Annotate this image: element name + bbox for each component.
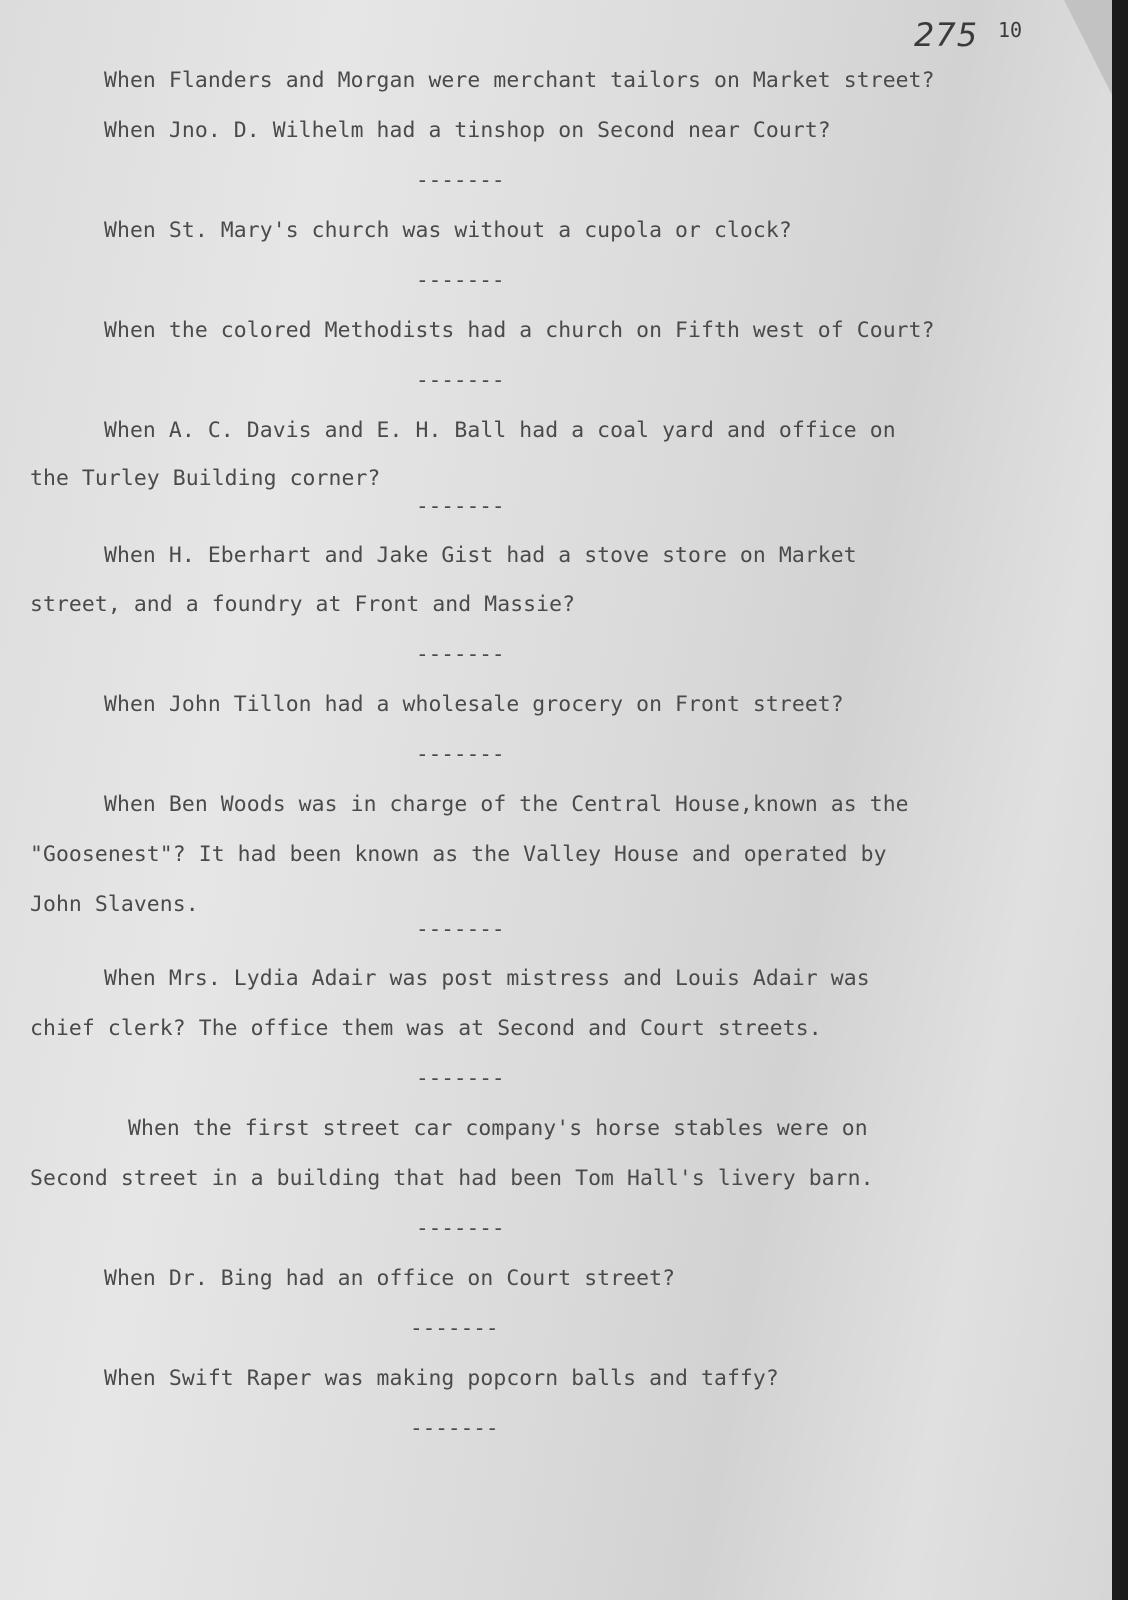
separator-line: ------- <box>416 917 505 941</box>
text-line: When St. Mary's church was without a cupola or clock? <box>104 218 792 243</box>
separator-line: ------- <box>416 742 505 766</box>
text-line: John Slavens. <box>30 892 199 917</box>
text-line: street, and a foundry at Front and Massie? <box>30 592 576 617</box>
handwritten-page-number: 275 <box>914 16 979 54</box>
text-line: When Swift Raper was making popcorn balls and taffy? <box>104 1366 779 1391</box>
separator-line: ------- <box>416 494 505 518</box>
folded-corner <box>1032 0 1112 95</box>
text-line: the Turley Building corner? <box>30 466 381 491</box>
text-line: When the colored Methodists had a church on Fifth west of Court? <box>104 318 935 343</box>
text-line: When Mrs. Lydia Adair was post mistress and Louis Adair was <box>104 966 870 991</box>
separator-line: ------- <box>410 1416 499 1440</box>
text-line: When Flanders and Morgan were merchant tailors on Market street? <box>104 68 935 93</box>
text-line: "Goosenest"? It had been known as the Valley House and operated by <box>30 842 887 867</box>
typed-page-number: 10 <box>998 18 1023 42</box>
text-line: When H. Eberhart and Jake Gist had a stove store on Market <box>104 543 857 568</box>
text-line: When A. C. Davis and E. H. Ball had a coal yard and office on <box>104 418 896 443</box>
separator-line: ------- <box>410 1316 499 1340</box>
separator-line: ------- <box>416 268 505 292</box>
separator-line: ------- <box>416 1216 505 1240</box>
separator-line: ------- <box>416 1066 505 1090</box>
text-line: When Jno. D. Wilhelm had a tinshop on Second near Court? <box>104 118 831 143</box>
text-line: When the first street car company's horse stables were on <box>128 1116 868 1141</box>
text-line: When John Tillon had a wholesale grocery on Front street? <box>104 692 844 717</box>
text-line: chief clerk? The office them was at Second and Court streets. <box>30 1016 822 1041</box>
text-line: Second street in a building that had been Tom Hall's livery barn. <box>30 1166 874 1191</box>
text-line: When Dr. Bing had an office on Court street? <box>104 1266 676 1291</box>
separator-line: ------- <box>416 642 505 666</box>
text-line: When Ben Woods was in charge of the Central House,known as the <box>104 792 909 817</box>
separator-line: ------- <box>416 168 505 192</box>
separator-line: ------- <box>416 368 505 392</box>
